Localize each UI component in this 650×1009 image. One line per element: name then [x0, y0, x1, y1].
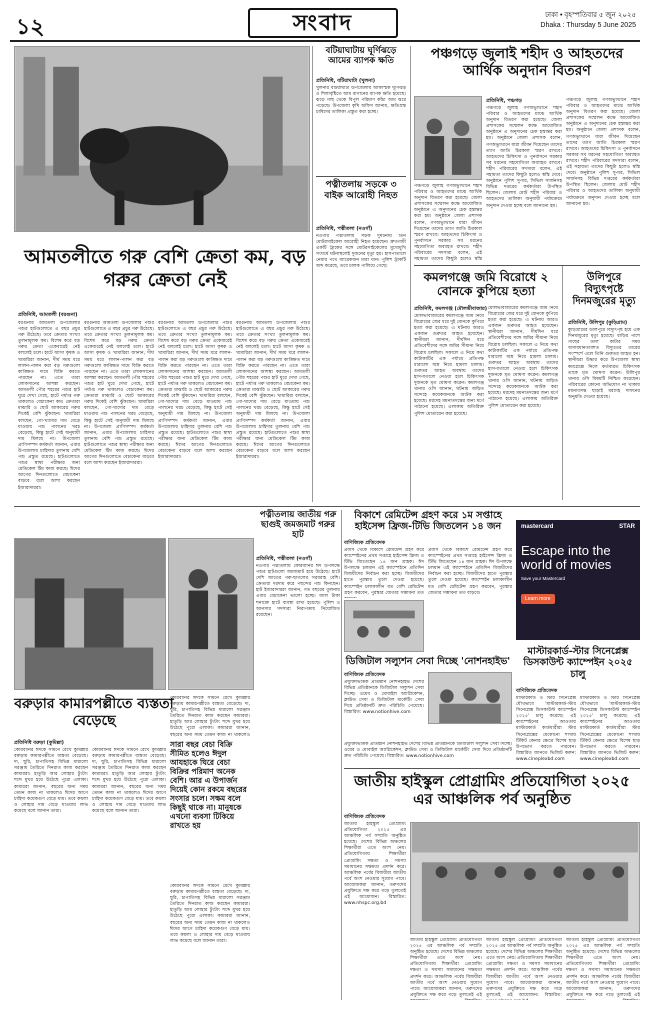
kamar-body-col4: কোরবানির ঈদকে সামনে রেখে কুমিল্লার বরুড়ায় কামারপল্লীতে ব্যস্ততা বেড়েছে। দা, ছুরি, চাপাতিসহ বিভিন্ন ধারালো সরঞ্জাম তৈরিতে দিনরাত কাজ করছেন কামাররা। হাতুড়ি আর লোহার টুংটাং শব্দে মুখর হয়ে উঠেছে পুরো এলাকা। কামাররা জানান, বছরের অন্য সময় তেমন কাজ না থাকলেও ঈদের আগে চাহিদা কয়েকগুণ বেড়ে যায়। তবে কয়লা ও লোহার দাম বেড়ে যাওয়ায় লাভ কমেছে বলে জানান তারা। — [170, 884, 250, 944]
remittance-photo — [344, 600, 424, 652]
cattle-body-col4: বরগুনার আমতলী উপজেলার পশুর হাটগুলোতে এ বছর প্রচুর গরু উঠেছে। তবে ক্রেতার সংখ্যা তুলনামূলক কম। বিশেষ করে বড় গরুর ক্রেতা একেবারেই নেই বললেই চলে। হাটে আসা কৃষক ও খামারিরা জানান, দীর্ঘ সময় ধরে লালন-পালন করা বড় গরুগুলো কাঙ্ক্ষিত দামে বিক্রি করতে পারছেন না। এতে তারা লোকসানের আশঙ্কা করছেন। আমতলী পৌর শহরের পশুর হাট ঘুরে দেখা গেছে, হাটে পর্যাপ্ত গরু থাকলেও বেচাকেনা কম। ক্রেতারা মাঝারি ও ছোট আকারের গরুর দিকেই বেশি ঝুঁকছেন। খামারিরা বলছেন, গো-খাদ্যের দাম বেড়ে যাওয়ায় পশু পালনের খরচ বেড়েছে, কিন্তু হাটে সেই অনুযায়ী দাম মিলছে না। উপজেলা প্রাণিসম্পদ কর্মকর্তা জানান, এবার উপজেলায় চাহিদার তুলনায় বেশি পশু প্রস্তুত রয়েছে। হাটগুলোতে পশুর স্বাস্থ্য পরীক্ষার জন্য মেডিকেল টিম কাজ করছে। ঈদের আগের দিনগুলোতে বেচাকেনা বাড়বে বলে আশা করছেন ইজারাদাররা। — [236, 321, 310, 461]
grant-photo — [414, 96, 482, 180]
mastercard-body-col1: মাস্টারকার্ড ও স্টার সিনেপ্লেক্স যৌথভাবে 'মাস্টারকার্ড-স্টার সিনেপ্লেক্স ডিসকাউন্ট ক্যাম্পেইন ২০২৫' চালু করেছে। এই ক্যাম্পেইনের আওতায় মাস্টারকার্ড কার্ডধারীরা স্টার সিনেপ্লেক্সের যেকোনো শাখায় টিকিট কেনার ক্ষেত্রে বিশেষ ছাড় উপভোগ করতে পারবেন। বিস্তারিত জানতে ভিজিট করুন: www.cineplexbd.com — [516, 696, 576, 762]
accident-headline: পত্নীতলায় সড়কে ৩ বাইক আরোহী নিহত — [324, 180, 398, 201]
cattle-photo-illustration — [15, 47, 309, 231]
storm-body: খুলনার বটিয়াঘাটা উপজেলায় আকস্মিক ঘূর্ণিঝড় ও শিলাবৃষ্টিতে আম বাগানের ব্যাপক ক্ষতি হয়েছে। ঝড়ে গাছ থেকে বিপুল পরিমাণ কাঁচা আম ঝরে পড়েছে। উপজেলা কৃষি অফিস জানায়, ক্ষতিগ্রস্ত চাষিদের তালিকা প্রস্তুত করা হচ্ছে। — [316, 86, 406, 116]
grant-body-col2: পঞ্চগড়ে জুলাই গণঅভ্যুত্থানে শহীদ পরিবার ও আহতদের মাঝে আর্থিক অনুদান বিতরণ করা হয়েছে। জেলা প্রশাসকের সম্মেলন কক্ষে আয়োজিত অনুষ্ঠানে এ অনুদানের চেক হস্তান্তর করা হয়। অনুষ্ঠানে জেলা প্রশাসক বলেন, গণঅভ্যুত্থানে যারা জীবন দিয়েছেন তাদের ত্যাগ জাতি চিরকাল স্মরণ রাখবে। আহতদের চিকিৎসা ও পুনর্বাসনে সরকার সব ধরনের সহযোগিতা অব্যাহত রাখবে। শহীদ পরিবারের সদস্যরা বলেন, এই সহায়তা তাদের কিছুটা হলেও স্বস্তি দেবে। অনুষ্ঠানে পুলিশ সুপার, সিভিল সার্জনসহ বিভিন্ন দপ্তরের কর্মকর্তারা উপস্থিত ছিলেন। জেলায় মোট শহীদ পরিবার ও আহতদের তালিকা অনুযায়ী পর্যায়ক্রমে অনুদান দেওয়া হচ্ছে বলে জানানো হয়। — [566, 98, 640, 207]
kamar-body-col1: কোরবানির ঈদকে সামনে রেখে কুমিল্লার বরুড়ায় কামারপল্লীতে ব্যস্ততা বেড়েছে। দা, ছুরি, চাপাতিসহ বিভিন্ন ধারালো সরঞ্জাম তৈরিতে দিনরাত কাজ করছেন কামাররা। হাতুড়ি আর লোহার টুংটাং শব্দে মুখর হয়ে উঠেছে পুরো এলাকা। কামাররা জানান, বছরের অন্য সময় তেমন কাজ না থাকলেও ঈদের আগে চাহিদা কয়েকগুণ বেড়ে যায়। তবে কয়লা ও লোহার দাম বেড়ে যাওয়ায় লাভ কমেছে বলে জানান তারা। — [14, 748, 88, 814]
kamar-body-col2: কোরবানির ঈদকে সামনে রেখে কুমিল্লার বরুড়ায় কামারপল্লীতে ব্যস্ততা বেড়েছে। দা, ছুরি, চাপাতিসহ বিভিন্ন ধারালো সরঞ্জাম তৈরিতে দিনরাত কাজ করছেন কামাররা। হাতুড়ি আর লোহার টুংটাং শব্দে মুখর হয়ে উঠেছে পুরো এলাকা। কামাররা জানান, বছরের অন্য সময় তেমন কাজ না থাকলেও ঈদের আগে চাহিদা কয়েকগুণ বেড়ে যায়। তবে কয়লা ও লোহার দাম বেড়ে যাওয়ায় লাভ কমেছে বলে জানান তারা। — [92, 748, 166, 814]
haat-photo — [168, 538, 254, 690]
nagad-photo — [428, 672, 512, 724]
page-header — [10, 6, 640, 42]
school-photo — [410, 822, 640, 934]
kamar-pullquote: সারা বছর বেচা বিক্রি সীমিত হলেও ঈদুল আযহাকে ঘিরে বেচা বিক্রির পরিমাণ অনেক বেশি। আর এ উপার্জন দিয়েই কোন রকমে বছরের সংসার চলে। সক্ষম বলে কিছুই থাকে না। মানুষকে এখনো ব্যবসা টিকিয়ে রাখতে হয় — [170, 740, 247, 830]
storm-headline: বটিয়াঘাটায় ঘূর্ণিঝড়ে আমের ব্যাপক ক্ষতি — [325, 46, 397, 67]
accident-byline: প্রতিনিধি, পত্নীতলা (নওগাঁ) — [316, 226, 373, 232]
mastercard-body-col2: মাস্টারকার্ড ও স্টার সিনেপ্লেক্স যৌথভাবে 'মাস্টারকার্ড-স্টার সিনেপ্লেক্স ডিসকাউন্ট ক্যাম্পেইন ২০২৫' চালু করেছে। এই ক্যাম্পেইনের আওতায় মাস্টারকার্ড কার্ডধারীরা স্টার সিনেপ্লেক্সের যেকোনো শাখায় টিকিট কেনার ক্ষেত্রে বিশেষ ছাড় উপভোগ করতে পারবেন। বিস্তারিত জানতে ভিজিট করুন: www.cineplexbd.com — [580, 696, 640, 762]
kamar-photo — [14, 538, 166, 690]
school-headline: জাতীয় হাইস্কুল প্রোগ্রামিং প্রতিযোগিতা ২০২৫ এর আঞ্চলিক পর্ব অনুষ্ঠিত — [354, 772, 630, 808]
masthead-logo: সংবাদ — [248, 8, 398, 38]
remittance-body-col1: প্রবাস থেকে বিকাশে রেমিটেন্স গ্রহণ করে ক্যাম্পেইনের প্রথম সপ্তাহে হাইসেন্স ফ্রিজ ও টিভি জিতেছেন ১৪ জন গ্রাহক। ঈদ উপলক্ষে চলমান এই ক্যাম্পেইনে প্রতিদিন বিজয়ীদের নির্বাচন করা হচ্ছে। বিজয়ীদের হাতে পুরস্কার তুলে দেওয়া হয়েছে। ক্যাম্পেইন চলাকালীন যত বেশি রেমিটেন্স গ্রহণ করবেন, পুরস্কার জেতার সম্ভাবনা তত — [344, 548, 424, 596]
kamar-photo-illustration — [15, 539, 165, 689]
remittance-body-col2: প্রবাস থেকে বিকাশে রেমিটেন্স গ্রহণ করে ক্যাম্পেইনের প্রথম সপ্তাহে হাইসেন্স ফ্রিজ ও টিভি জিতেছেন ১৪ জন গ্রাহক। ঈদ উপলক্ষে চলমান এই ক্যাম্পেইনে প্রতিদিন বিজয়ীদের নির্বাচন করা হচ্ছে। বিজয়ীদের হাতে পুরস্কার তুলে দেওয়া হয়েছে। ক্যাম্পেইন চলাকালীন যত বেশি রেমিটেন্স গ্রহণ করবেন, পুরস্কার জেতার সম্ভাবনা তত বাড়বে। — [428, 548, 512, 596]
ad-tagline: Escape into the world of movies — [521, 543, 612, 572]
school-body-col1: জাতীয় হাইস্কুল প্রোগ্রামিং প্রতিযোগিতা ২০২৫ এর আঞ্চলিক পর্ব সম্প্রতি অনুষ্ঠিত হয়েছে। দেশের বিভিন্ন অঞ্চলের শিক্ষার্থীরা এতে অংশ নেয়। প্রতিযোগিতায় শিক্ষার্থীরা প্রোগ্রামিং দক্ষতা ও সমস্যা সমাধানের সক্ষমতা প্রদর্শন করে। আঞ্চলিক পর্বের বিজয়ীরা জাতীয় পর্বে অংশ নেওয়ার সুযোগ পাবে। আয়োজকরা জানান, তরুণদের প্রযুক্তিতে দক্ষ করে গড়ে তুলতেই এই আয়োজন। বিস্তারিত: www.nhspc.org.bd — [344, 822, 406, 907]
school-body-col2: জাতীয় হাইস্কুল প্রোগ্রামিং প্রতিযোগিতা ২০২৫ এর আঞ্চলিক পর্ব সম্প্রতি অনুষ্ঠিত হয়েছে। দেশের বিভিন্ন অঞ্চলের শিক্ষার্থীরা এতে অংশ নেয়। প্রতিযোগিতায় শিক্ষার্থীরা প্রোগ্রামিং দক্ষতা ও সমস্যা সমাধানের সক্ষমতা প্রদর্শন করে। আঞ্চলিক পর্বের বিজয়ীরা জাতীয় পর্বে অংশ নেওয়ার সুযোগ পাবে। আয়োজকরা জানান, তরুণদের প্রযুক্তিতে দক্ষ করে গড়ে তুলতেই এই — [410, 938, 482, 998]
kamar-body-col3: কোরবানির ঈদকে সামনে রেখে কুমিল্লার বরুড়ায় কামারপল্লীতে ব্যস্ততা বেড়েছে। দা, ছুরি, চাপাতিসহ বিভিন্ন ধারালো সরঞ্জাম তৈরিতে দিনরাত কাজ করছেন কামাররা। হাতুড়ি আর লোহার টুংটাং শব্দে মুখর হয়ে উঠেছে পুরো এলাকা। কামাররা জানান, বছরের অন্য সময় তেমন কাজ না থাকলেও — [170, 696, 250, 738]
murder-body-col2: মৌলভীবাজারের কমলগঞ্জে জমি নিয়ে বিরোধের জের ধরে দুই বোনকে কুপিয়ে হত্যা করা হয়েছে। এ ঘটনায় আরও একজন গুরুতর আহত হয়েছেন। স্থানীয়রা জানান, দীর্ঘদিন ধরে প্রতিবেশীদের সঙ্গে জমির সীমানা নিয়ে বিরোধ চলছিল। সকালে এ নিয়ে কথা কাটাকাটির এক পর্যায়ে প্রতিপক্ষ ধারালো অস্ত্র নিয়ে হামলা চালায়। গুরুতর আহত অবস্থায় তাদের হাসপাতালে নেওয়া হলে চিকিৎসক দুজনকে মৃত ঘোষণা করেন। কমলগঞ্জ থানার ওসি জানান, ঘটনায় জড়িত সন্দেহে কয়েকজনকে আটক করা হয়েছে। মরদেহ ময়নাতদন্তের জন্য মর্গে পাঠানো হয়েছে। এলাকায় অতিরিক্ত পুলিশ মোতায়েন করা হয়েছে। — [488, 306, 558, 409]
remittance-byline: বাণিজ্যিক প্রতিবেদক — [344, 540, 386, 546]
dateline-bn: ঢাকা • বৃহস্পতিবার ৫ জুন ২০২৫ — [545, 12, 636, 19]
dateline-en: Dhaka : Thursday 5 June 2025 — [540, 22, 636, 29]
school-byline: বাণিজ্যিক প্রতিবেদক — [344, 814, 386, 820]
grant-body-col1: পঞ্চগড়ে জুলাই গণঅভ্যুত্থানে শহীদ পরিবার ও আহতদের মাঝে আর্থিক অনুদান বিতরণ করা হয়েছে। জেলা প্রশাসকের সম্মেলন কক্ষে আয়োজিত অনুষ্ঠানে এ অনুদানের চেক হস্তান্তর করা হয়। অনুষ্ঠানে জেলা প্রশাসক বলেন, গণঅভ্যুত্থানে যারা জীবন দিয়েছেন তাদের ত্যাগ জাতি চিরকাল স্মরণ রাখবে। আহতদের চিকিৎসা ও পুনর্বাসনে সরকার সব ধরনের সহযোগিতা অব্যাহত রাখবে। শহীদ পরিবারের সদস্যরা বলেন, এই সহায়তা তাদের কিছুটা হলেও স্বস্তি দেবে। অনুষ্ঠানে পুলিশ সুপার, সিভিল সার্জনসহ বিভিন্ন দপ্তরের কর্মকর্তারা উপস্থিত ছিলেন। জেলায় মোট শহীদ পরিবার ও আহতদের তালিকা অনুযায়ী পর্যায়ক্রমে অনুদান দেওয়া হচ্ছে বলে জানানো হয়। — [486, 106, 562, 209]
mastercard-ad[interactable] — [516, 520, 640, 640]
divider — [312, 46, 313, 502]
cattle-body-col3: বরগুনার আমতলী উপজেলার পশুর হাটগুলোতে এ বছর প্রচুর গরু উঠেছে। তবে ক্রেতার সংখ্যা তুলনামূলক কম। বিশেষ করে বড় গরুর ক্রেতা একেবারেই নেই বললেই চলে। হাটে আসা কৃষক ও খামারিরা জানান, দীর্ঘ সময় ধরে লালন-পালন করা বড় গরুগুলো কাঙ্ক্ষিত দামে বিক্রি করতে পারছেন না। এতে তারা লোকসানের আশঙ্কা করছেন। আমতলী পৌর শহরের পশুর হাট ঘুরে দেখা গেছে, হাটে পর্যাপ্ত গরু থাকলেও বেচাকেনা কম। ক্রেতারা মাঝারি ও ছোট আকারের গরুর দিকেই বেশি ঝুঁকছেন। খামারিরা বলছেন, গো-খাদ্যের দাম বেড়ে যাওয়ায় পশু পালনের খরচ বেড়েছে, কিন্তু হাটে সেই অনুযায়ী দাম মিলছে না। উপজেলা প্রাণিসম্পদ কর্মকর্তা জানান, এবার উপজেলায় চাহিদার তুলনায় বেশি পশু প্রস্তুত রয়েছে। হাটগুলোতে পশুর স্বাস্থ্য পরীক্ষার জন্য মেডিকেল টিম কাজ করছে। ঈদের আগের দিনগুলোতে বেচাকেনা বাড়বে বলে আশা করছেন ইজারাদাররা। — [158, 321, 232, 461]
mastercard-headline: মাস্টারকার্ড-স্টার সিনেপ্লেক্স ডিসকাউন্ট ক্যাম্পেইন ২০২৫ চালু — [523, 646, 633, 680]
cattle-body-col1: বরগুনার আমতলী উপজেলার পশুর হাটগুলোতে এ বছর প্রচুর গরু উঠেছে। তবে ক্রেতার সংখ্যা তুলনামূলক কম। বিশেষ করে বড় গরুর ক্রেতা একেবারেই নেই বললেই চলে। হাটে আসা কৃষক ও খামারিরা জানান, দীর্ঘ সময় ধরে লালন-পালন করা বড় গরুগুলো কাঙ্ক্ষিত দামে বিক্রি করতে পারছেন না। এতে তারা লোকসানের আশঙ্কা করছেন। আমতলী পৌর শহরের পশুর হাট ঘুরে দেখা গেছে, হাটে পর্যাপ্ত গরু থাকলেও বেচাকেনা কম। ক্রেতারা মাঝারি ও ছোট আকারের গরুর দিকেই বেশি ঝুঁকছেন। খামারিরা বলছেন, গো-খাদ্যের দাম বেড়ে যাওয়ায় পশু পালনের খরচ বেড়েছে, কিন্তু হাটে সেই অনুযায়ী দাম মিলছে না। উপজেলা প্রাণিসম্পদ কর্মকর্তা জানান, এবার উপজেলায় চাহিদার তুলনায় বেশি পশু প্রস্তুত রয়েছে। হাটগুলোতে পশুর স্বাস্থ্য পরীক্ষার জন্য মেডিকেল টিম কাজ করছে। ঈদের আগের দিনগুলোতে বেচাকেনা বাড়বে বলে আশা করছেন ইজারাদাররা। — [18, 321, 80, 491]
page-number: ১২ — [16, 14, 45, 40]
dateline — [540, 11, 636, 31]
ad-learn-more-button[interactable]: Learn more — [521, 594, 555, 604]
haat-headline: পত্নীতলায় জাতীয় গরু ছাগুই জমজমাট গরুর হাট — [259, 510, 337, 541]
ad-brands — [516, 520, 640, 534]
school-body-col3: জাতীয় হাইস্কুল প্রোগ্রামিং প্রতিযোগিতা ২০২৫ এর আঞ্চলিক পর্ব সম্প্রতি অনুষ্ঠিত হয়েছে। দেশের বিভিন্ন অঞ্চলের শিক্ষার্থীরা এতে অংশ নেয়। প্রতিযোগিতায় শিক্ষার্থীরা প্রোগ্রামিং দক্ষতা ও সমস্যা সমাধানের সক্ষমতা প্রদর্শন করে। আঞ্চলিক পর্বের বিজয়ীরা জাতীয় পর্বে অংশ নেওয়ার সুযোগ পাবে। আয়োজকরা জানান, তরুণদের প্রযুক্তিতে দক্ষ করে গড়ে তুলতেই এই আয়োজন। বিস্তারিত: — [486, 938, 562, 998]
accident-body: নওগাঁর পত্নীতলায় সড়ক দুর্ঘটনায় তিন মোটরসাইকেল আরোহী নিহত হয়েছেন। দ্রুতগামী একটি ট্রাকের সঙ্গে মোটরসাইকেলের মুখোমুখি সংঘর্ষে ঘটনাস্থলেই দুজনের মৃত্যু হয়। হাসপাতালে নেয়ার পথে আরেকজন মারা যান। পুলিশ ট্রাকটি জব্দ করেছে, তবে চালক পালিয়ে গেছে। — [316, 234, 406, 270]
divider — [341, 510, 342, 1000]
haat-body: নওগাঁর পত্নীতলায় কোরবানির ঈদ উপলক্ষে পশুর হাটগুলো জমজমাট হয়ে উঠেছে। হাটে দেশি জাতের গরু-ছাগলের সরবরাহ বেশি। ক্রেতারা দরদাম করে পছন্দের পশু কিনছেন। হাট ইজারাদাররা জানান, গত বছরের তুলনায় এবার বেচাকেনা ভালো হচ্ছে। জাল টাকা শনাক্তে হাটে ব্যবস্থা রাখা হয়েছে। পুলিশ ও আনসার সদস্যরা নিরাপত্তায় নিয়োজিত রয়েছেন। — [256, 564, 340, 618]
ulipur-headline: উলিপুরে বিদ্যুৎপৃষ্টে দিনমজুরের মৃত্যু — [572, 272, 636, 307]
divider — [414, 265, 640, 266]
cattle-headline: আমতলীতে গরু বেশি ক্রেতা কম, বড় গরুর ক্রেতা নেই — [24, 246, 306, 291]
grant-photo-illustration — [415, 97, 481, 179]
cattle-byline: প্রতিনিধি, আমতলী (বরগুনা) — [18, 312, 78, 318]
ad-brand-mastercard: mastercard — [521, 524, 554, 530]
kamar-headline: বরুড়ার কামারপল্লীতে ব্যস্ততা বেড়েছে — [14, 696, 174, 729]
nagad-headline: ডিজিটাল সল্যুশন সেবা দিচ্ছে 'নোশনহাইভ' — [345, 656, 511, 667]
nagad-photo-illustration — [429, 673, 511, 723]
grant-byline: প্রতিনিধি, পঞ্চগড় — [486, 98, 522, 104]
cattle-photo — [14, 46, 310, 232]
remittance-photo-illustration — [345, 601, 423, 651]
ulipur-byline: প্রতিনিধি, উলিপুর (কুড়িগ্রাম) — [568, 320, 628, 326]
nagad-byline: বাণিজ্যিক প্রতিবেদক — [344, 672, 386, 678]
murder-byline: প্রতিনিধি, কমলগঞ্জ (মৌলভীবাজার) — [414, 306, 488, 312]
murder-headline: কমলগঞ্জে জমি বিরোধে ২ বোনকে কুপিয়ে হত্যা — [423, 270, 549, 299]
divider — [562, 266, 563, 500]
divider — [14, 506, 640, 507]
divider — [344, 768, 640, 769]
haat-byline: প্রতিনিধি, পত্নীতলা (নওগাঁ) — [256, 556, 313, 562]
murder-body-col1: মৌলভীবাজারের কমলগঞ্জে জমি নিয়ে বিরোধের জের ধরে দুই বোনকে কুপিয়ে হত্যা করা হয়েছে। এ ঘটনায় আরও একজন গুরুতর আহত হয়েছেন। স্থানীয়রা জানান, দীর্ঘদিন ধরে প্রতিবেশীদের সঙ্গে জমির সীমানা নিয়ে বিরোধ চলছিল। সকালে এ নিয়ে কথা কাটাকাটির এক পর্যায়ে প্রতিপক্ষ ধারালো অস্ত্র নিয়ে হামলা চালায়। গুরুতর আহত অবস্থায় তাদের হাসপাতালে নেওয়া হলে চিকিৎসক দুজনকে মৃত ঘোষণা করেন। কমলগঞ্জ থানার ওসি জানান, ঘটনায় জড়িত সন্দেহে কয়েকজনকে আটক করা হয়েছে। মরদেহ ময়নাতদন্তের জন্য মর্গে পাঠানো হয়েছে। এলাকায় অতিরিক্ত পুলিশ মোতায়েন করা হয়েছে। — [414, 314, 484, 417]
ulipur-body: কুড়িগ্রামের উলিপুরে বিদ্যুৎপৃষ্ট হয়ে এক দিনমজুরের মৃত্যু হয়েছে। বাড়ির পাশে গাছের ডাল কাটার সময় অসাবধানতাবশত বিদ্যুতের তারের সংস্পর্শে এলে তিনি গুরুতর আহত হন। স্থানীয়রা উদ্ধার করে উপজেলা স্বাস্থ্য কমপ্লেক্সে নিলে কর্তব্যরত চিকিৎসক তাকে মৃত ঘোষণা করেন। উলিপুর থানার ওসি বিষয়টি নিশ্চিত করেছেন। পরিবারের কোনো অভিযোগ না থাকায় ময়নাতদন্ত ছাড়াই মরদেহ দাফনের অনুমতি দেওয়া হয়েছে। — [568, 328, 640, 401]
haat-photo-illustration — [169, 539, 253, 689]
nagad-body-wide: প্রযুক্তিভিত্তিক প্রতিষ্ঠান নোশনহাইভ দেশের বিভিন্ন প্রতিষ্ঠানকে ডিজিটাল সল্যুশন সেবা দিচ্ছে। ওয়েব ও মোবাইল অ্যাপ্লিকেশন, ক্লাউড সেবা ও ডিজিটাল মার্কেটিং সেবা দিয়ে প্রতিষ্ঠানটি দ্রুত পরিচিতি পেয়েছে। বিস্তারিত: www.notionhive.com — [344, 742, 512, 760]
divider — [316, 176, 406, 177]
grant-headline: পঞ্চগড়ে জুলাই শহীদ ও আহতদের আর্থিক অনুদান বিতরণ — [430, 46, 624, 79]
divider — [410, 46, 411, 502]
remittance-headline: বিকাশে রেমিটেন্স গ্রহণ করে ১ম সপ্তাহে হাইসেন্স ফ্রিজ-টিভি জিতলেন ১৪ জন — [354, 510, 502, 533]
school-photo-illustration — [411, 823, 639, 933]
nagad-body: প্রযুক্তিভিত্তিক প্রতিষ্ঠান নোশনহাইভ দেশের বিভিন্ন প্রতিষ্ঠানকে ডিজিটাল সল্যুশন সেবা দিচ্ছে। ওয়েব ও মোবাইল অ্যাপ্লিকেশন, ক্লাউড সেবা ও ডিজিটাল মার্কেটিং সেবা দিয়ে প্রতিষ্ঠানটি দ্রুত পরিচিতি পেয়েছে। বিস্তারিত: www.notionhive.com — [344, 680, 424, 716]
ad-brand-star: STAR — [619, 524, 635, 530]
ad-offer: Save your Mastercard — [521, 576, 566, 581]
school-body-col4: জাতীয় হাইস্কুল প্রোগ্রামিং প্রতিযোগিতা ২০২৫ এর আঞ্চলিক পর্ব সম্প্রতি অনুষ্ঠিত হয়েছে। দেশের বিভিন্ন অঞ্চলের শিক্ষার্থীরা এতে অংশ নেয়। প্রতিযোগিতায় শিক্ষার্থীরা প্রোগ্রামিং দক্ষতা ও সমস্যা সমাধানের সক্ষমতা প্রদর্শন করে। আঞ্চলিক পর্বের বিজয়ীরা জাতীয় পর্বে অংশ নেওয়ার সুযোগ পাবে। আয়োজকরা জানান, তরুণদের প্রযুক্তিতে দক্ষ করে গড়ে তুলতেই এই — [566, 938, 640, 998]
storm-byline: প্রতিনিধি, বটিয়াঘাটা (খুলনা) — [316, 78, 376, 84]
grant-body-col0: পঞ্চগড়ে জুলাই গণঅভ্যুত্থানে শহীদ পরিবার ও আহতদের মাঝে আর্থিক অনুদান বিতরণ করা হয়েছে। জেলা প্রশাসকের সম্মেলন কক্ষে আয়োজিত অনুষ্ঠানে এ অনুদানের চেক হস্তান্তর করা হয়। অনুষ্ঠানে জেলা প্রশাসক বলেন, গণঅভ্যুত্থানে যারা জীবন দিয়েছেন তাদের ত্যাগ জাতি চিরকাল স্মরণ রাখবে। আহতদের চিকিৎসা ও পুনর্বাসনে সরকার সব ধরনের সহযোগিতা অব্যাহত রাখবে। শহীদ পরিবারের সদস্যরা বলেন, এই সহায়তা তাদের কিছুটা হলেও স্বস্তি — [414, 184, 482, 262]
kamar-byline: প্রতিনিধি বরুড়া (কুমিল্লা) — [14, 740, 64, 746]
mastercard-byline: বাণিজ্যিক প্রতিবেদক — [516, 688, 558, 694]
cattle-body-col2: বরগুনার আমতলী উপজেলার পশুর হাটগুলোতে এ বছর প্রচুর গরু উঠেছে। তবে ক্রেতার সংখ্যা তুলনামূলক কম। বিশেষ করে বড় গরুর ক্রেতা একেবারেই নেই বললেই চলে। হাটে আসা কৃষক ও খামারিরা জানান, দীর্ঘ সময় ধরে লালন-পালন করা বড় গরুগুলো কাঙ্ক্ষিত দামে বিক্রি করতে পারছেন না। এতে তারা লোকসানের আশঙ্কা করছেন। আমতলী পৌর শহরের পশুর হাট ঘুরে দেখা গেছে, হাটে পর্যাপ্ত গরু থাকলেও বেচাকেনা কম। ক্রেতারা মাঝারি ও ছোট আকারের গরুর দিকেই বেশি ঝুঁকছেন। খামারিরা বলছেন, গো-খাদ্যের দাম বেড়ে যাওয়ায় পশু পালনের খরচ বেড়েছে, কিন্তু হাটে সেই অনুযায়ী দাম মিলছে না। উপজেলা প্রাণিসম্পদ কর্মকর্তা জানান, এবার উপজেলায় চাহিদার তুলনায় বেশি পশু প্রস্তুত রয়েছে। হাটগুলোতে পশুর স্বাস্থ্য পরীক্ষার জন্য মেডিকেল টিম কাজ করছে। ঈদের আগের দিনগুলোতে বেচাকেনা বাড়বে বলে আশা করছেন ইজারাদাররা। — [84, 321, 154, 467]
